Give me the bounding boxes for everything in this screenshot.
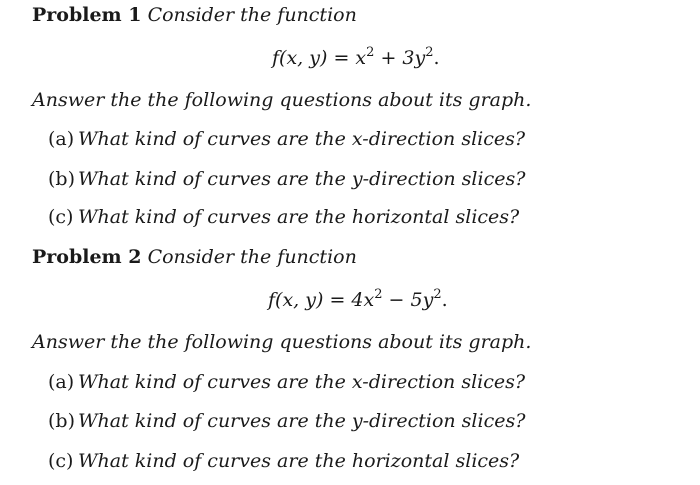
- problem-2-question-c: (c) What kind of curves are the horizontal slices?: [48, 450, 520, 472]
- problem-2-header: [32, 245, 357, 269]
- problem-2-question-b: (b) What kind of curves are the y-direction slices?: [48, 410, 526, 432]
- problem-1-question-c: (c) What kind of curves are the horizontal slices?: [48, 206, 520, 228]
- problem-1-intro: Consider the function: [147, 4, 357, 26]
- problem-2-formula: f(x, $y) = 4x^2 - 5y^2$.: [268, 287, 448, 311]
- problem-1-formula: f(x, $y) = x^2 + 3y^2$.: [272, 45, 440, 69]
- problem-2-instruction: Answer the the following questions about its graph.: [32, 331, 532, 353]
- problem-1-instruction: Answer the the following questions about its graph.: [32, 89, 532, 111]
- problem-2-intro: Consider the function: [147, 246, 357, 268]
- problem-1-title: Problem 1: [32, 4, 142, 26]
- problem-1-header: [32, 3, 357, 27]
- problem-1-question-b: (b) What kind of curves are the y-direction slices?: [48, 168, 526, 190]
- problem-1-question-a: (a) What kind of curves are the x-direction slices?: [48, 128, 526, 150]
- problem-2-title: Problem 2: [32, 246, 142, 268]
- problem-2-question-a: (a) What kind of curves are the x-direction slices?: [48, 371, 526, 393]
